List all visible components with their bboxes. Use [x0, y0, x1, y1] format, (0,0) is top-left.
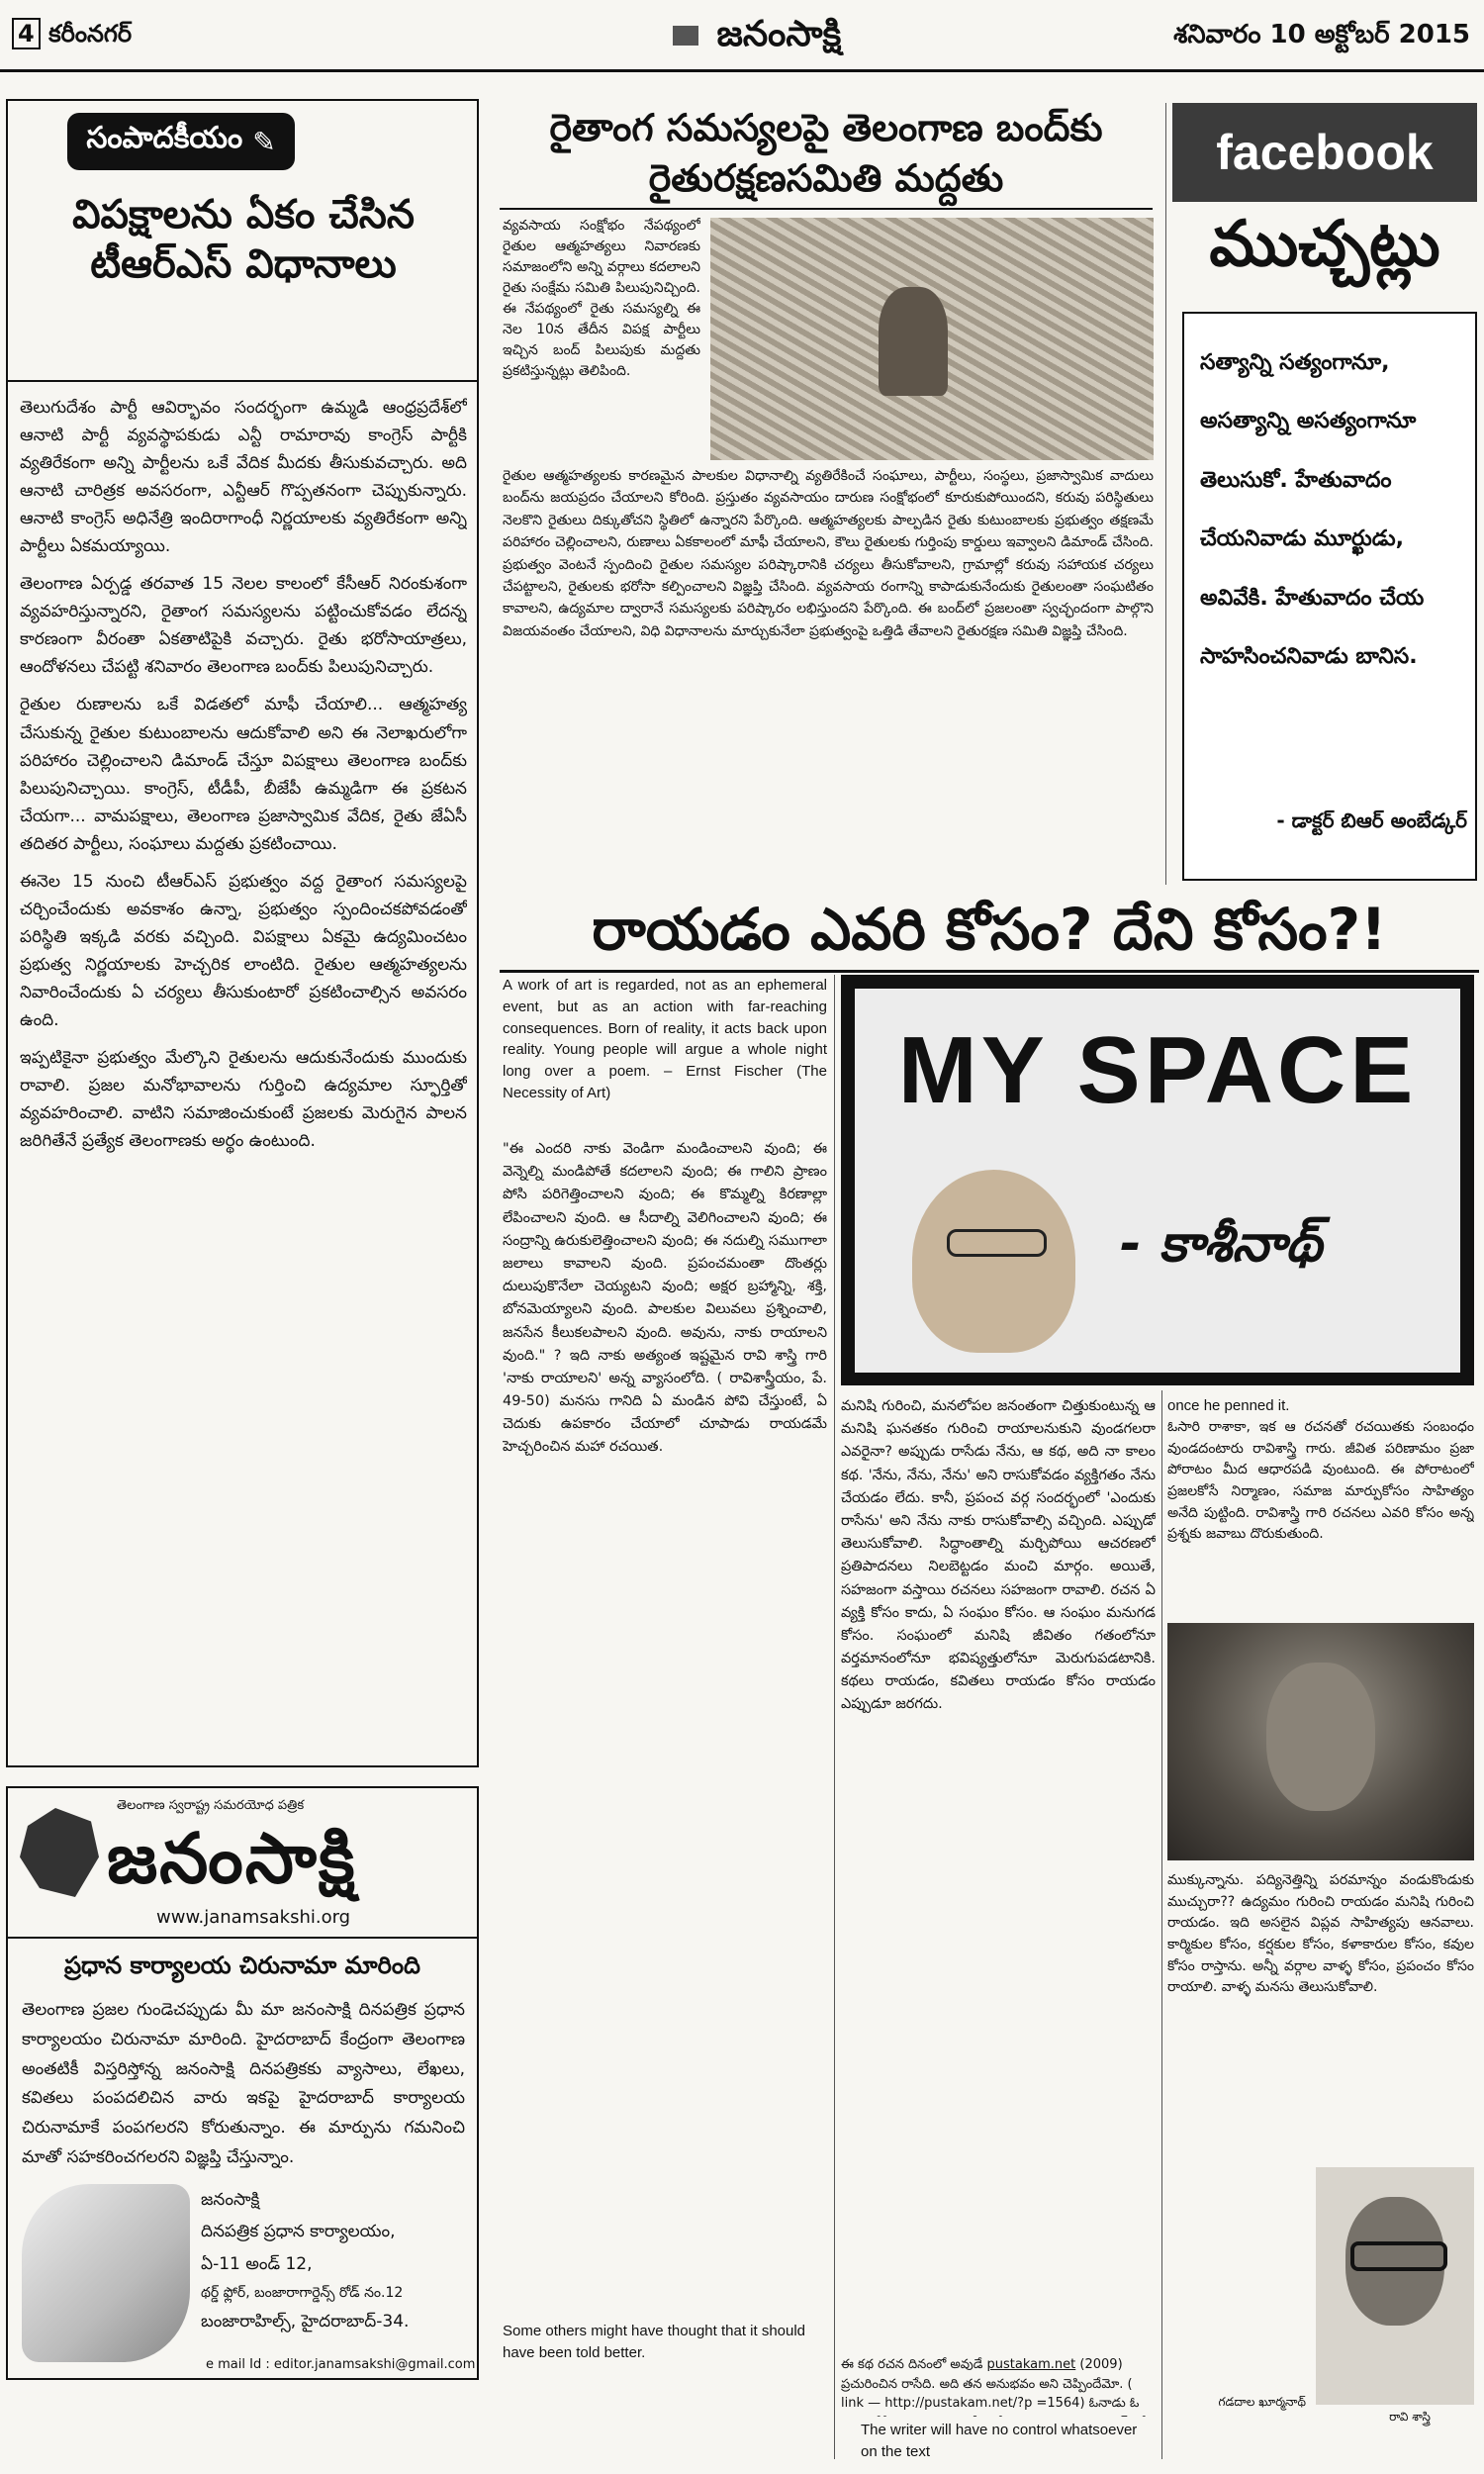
masthead-logo-icon: [673, 26, 698, 46]
masthead-title: జనంసాక్షి: [716, 14, 842, 54]
address-line: ఏ-11 అండ్ 12,: [201, 2253, 313, 2274]
news-rule: [500, 208, 1153, 210]
quote-lines: [1200, 333, 1473, 686]
news-headline: రైతాంగ సమస్యలపై తెలంగాణ బంద్‌కు రైతురక్షణసమితి మద్దతు: [549, 106, 1103, 201]
page-number: [12, 20, 132, 53]
col2-intro: ఈ కథ రచన దినంలో అవుడే: [841, 2357, 983, 2372]
editorial-divider: [8, 380, 477, 382]
quote-line: అవివేకి. హేతువాదం చేయ: [1200, 585, 1425, 611]
hand-pen-icon: [22, 2184, 190, 2362]
quote-line: చేయనివాడు మూర్ఖుడు,: [1200, 526, 1404, 552]
address-line: జనంసాక్షి: [201, 2190, 260, 2210]
columnist-portrait: [912, 1170, 1075, 1353]
notice-title: ప్రధాన కార్యాలయ చిరునామా మారింది: [63, 1951, 420, 1979]
facebook-brand: facebook: [1216, 125, 1434, 180]
notice-address: [201, 2184, 473, 2338]
quote-line: సత్యాన్ని సత్యంగానూ,: [1200, 350, 1390, 375]
page-number-value: 4: [12, 18, 41, 49]
notice-logo: జనంసాక్షి: [107, 1818, 357, 1899]
feature-col1-en-end: The writer will have no control whatsoever on the text: [861, 2422, 1138, 2460]
masthead: [673, 14, 841, 63]
editorial-tag: [67, 113, 295, 170]
columnist-glasses-icon: [947, 1229, 1047, 1257]
marquez-face-icon: [1266, 1663, 1375, 1811]
notice-url: www.janamsakshi.org: [156, 1907, 351, 1928]
notice-body: తెలంగాణ ప్రజల గుండెచప్పుడు మీ మా జనంసాక్షి దినపత్రిక ప్రధాన కార్యాలయం చిరునామా మారింది. హైదరాబాద్ కేంద్రంగా తెలంగాణ అంతటికీ విస్తరిస్తోన్న జనంసాక్షి దినపత్రికకు వ్యాసాలు, లేఖలు, కవితలు పంపదలిచిన వారు ఇకపై హైదరాబాద్ కార్యాలయ చిరునామాకే పంపగలరని కోరుతున్నాం. ఈ మార్పును గమనించి మాతో సహకరించగలరని విజ్ఞప్తి చేస్తున్నాం.: [22, 2000, 465, 2167]
editorial-paragraph: రైతుల రుణాలను ఒకే విడతలో మాఫీ చేయాలి... ఆత్మహత్య చేసుకున్న రైతుల కుటుంబాలను ఆదుకోవాలి అని ఈ నెలాఖరులోగా పరిహారం చెల్లించాలని డిమాండ్ చేస్తూ విపక్షాలు తెలంగాణ బంద్‌కు పిలుపునిచ్చాయి. కాంగ్రెస్, టీడీపీ, బీజేపీ ఉమ్మడిగా ఈ ప్రకటన చేయగా... వామపక్షాలు, తెలంగాణ ప్రజాస్వామిక వేదిక, రైతు జేఏసీ తదితర పార్టీలు, సంఘాలు మద్దతు ప్రకటించాయి.: [20, 695, 467, 854]
quote-line: సాహసించనివాడు బానిస.: [1200, 643, 1418, 669]
feature-epigraph: A work of art is regarded, not as an ephemeral event, but as an action with far-reaching consequences. Born of reality, it acts back upon reality. Young people will argue a whole night long over a poem. – Ernst Fischer (The Necessity of Art): [503, 977, 827, 1101]
quote-card: [1182, 312, 1477, 881]
page-header: [0, 0, 1484, 72]
facebook-banner: [1172, 103, 1477, 202]
my-space-signature: - కాశీనాథ్: [1120, 1214, 1323, 1274]
editorial-paragraph: ఇప్పటికైనా ప్రభుత్వం మేల్కొని రైతులను ఆదుకునేందుకు ముందుకు రావాలి. ప్రజల మనోభావాలను గుర్తించి ఉద్యమాల స్ఫూర్తితో వ్యవహరించాలి. వాటిని సమాజించుకుంటే ప్రజలకు మెరుగైన పాలన జరిగితేనే ప్రత్యేక తెలంగాణకు అర్థం ఉంటుంది.: [20, 1048, 467, 1152]
farmer-figure-icon: [879, 287, 948, 396]
editorial-title: విపక్షాలను ఏకం చేసిన టీఆర్ఎస్ విధానాలు: [72, 192, 415, 287]
column-rule: [1161, 1390, 1162, 2459]
news-lead: వ్యవసాయ సంక్షోభం నేపథ్యంలో రైతుల ఆత్మహత్యలు నివారణకు సమాజంలోని అన్ని వర్గాలు కదలాలని రైతు సంక్షేమ సమితి పిలుపునిచ్చింది. ఈ నేపథ్యంలో రైతు సమస్యల్ని ఈ నెల 10న తేదీన విపక్ష పార్టీలు ఇచ్చిన బంద్ పిలుపుకు మద్దతు ప్రకటిస్తున్నట్లు తెలిపింది.: [503, 218, 700, 379]
notice-divider: [8, 1937, 477, 1939]
feature-rule: [500, 970, 1479, 973]
notice-email: e mail Id : editor.janamsakshi@gmail.com: [206, 2357, 476, 2372]
edition-name: కరీంనగర్: [48, 20, 133, 48]
quote-line: తెలుసుకో. హేతువాదం: [1200, 467, 1392, 493]
feature-col3: ఓసారి రాశాకా, ఇక ఆ రచనతో రచయితకు సంబంధం వుండదంటారు రావిశాస్త్రి గారు. జీవిత పరిణామం ప్రజా పోరాటం మీద ఆధారపడి వుంటుంది. ఈ పోరాటంలో ప్రజలకోసే నిర్మాణం, సమాజ మార్పుకోసం సాహిత్యం అనేది పుట్టింది. రావిశాస్త్రి గారి రచనలు ఎవరి కోసం అన్న ప్రశ్నకు జవాబు దొరుకుతుంది.: [1167, 1419, 1474, 1543]
telangana-map-icon: [20, 1808, 99, 1897]
notice-box: [6, 1786, 479, 2380]
caption-left: గడదాల ఖూర్మనాథ్: [1218, 2395, 1306, 2409]
pustakam-link[interactable]: pustakam.net: [986, 2357, 1076, 2372]
editorial-paragraph: ఈనెల 15 నుంచి టీఆర్ఎస్ ప్రభుత్వం వద్ద రైతాంగ సమస్యలపై చర్చించేందుకు అవకాశం ఉన్నా, ప్రభుత్వం స్పందించకపోవడంతో పరిస్థితి ఇక్కడి వరకు వచ్చింది. విపక్షాలు ఏకమై ఉద్యమించటం ప్రభుత్వ నిర్ణయాలకు హెచ్చరిక లాంటిది. రైతుల ఆత్మహత్యలను నివారించేందుకు ఏ చర్యలు తీసుకుంటారో ప్రకటించాల్సిన అవసరం ఉంది.: [20, 871, 467, 1030]
editorial-paragraph: తెలంగాణ ఏర్పడ్డ తరవాత 15 నెలల కాలంలో కేసీఆర్ నిరంకుశంగా వ్యవహరిస్తున్నారని, రైతాంగ సమస్యలను పట్టించుకోవడం లేదన్న కారణంగా వీరంతా ఏకతాటిపైకి వచ్చారు. రైతు భరోసాయాత్రలు, ఆందోళనలు చేపట్టి శనివారం తెలంగాణ బంద్‌కు పిలుపునిచ్చారు.: [20, 574, 467, 678]
column-rule: [1165, 103, 1166, 885]
feature-col2: మనిషి గురించి, మనలోపల జనంతంగా చిత్తుకుంటున్న ఆ మనిషి ఘనతకం గురించి రాయాలనుకుని వుండగలరా ఎవరైనా? అప్పుడు రాసేడు నేను, ఆ కథ, అది నా కాలం కథ. 'నేను, నేను, నేను' అని రాసుకోవడం వ్యక్తిగతం నేను చేయడం లేదు. కానీ, ప్రపంచ వర్గ సందర్భంలో 'ఎందుకు రాసేను' అని నేను నాకు రాసుకోవాల్సి వచ్చింది. ఎప్పుడో తెలుసుకోవాలి. సిద్ధాంతాల్ని మర్చిపోయి ఆచరణలో ప్రతిపాదనలు నిలబెట్టడం మంచి మార్గం. అయితే, సహజంగా వస్తాయి రచనలు సహజంగా రావాలి. రచన ఏ వ్యక్తి కోసం కాదు, ఏ సంఘం కోసం. ఆ సంఘం మనుగడ కోసం. సంఘంలో మనిషి జీవితం గతంలోనూ వర్తమానంలోనూ భవిష్యత్తులోనూ మెరుగుపడటానికి. కథలు రాయడం, కవితలు రాయడం కోసం రాయడం ఎప్పుడూ జరగదు.: [841, 1398, 1156, 1713]
feature-headline: రాయడం ఎవరి కోసం? దేని కోసం?!: [592, 896, 1387, 963]
editorial-tag-label: సంపాదకీయం: [86, 121, 243, 155]
address-line: దినపత్రిక ప్రధాన కార్యాలయం,: [201, 2222, 396, 2242]
feature-col2-note: [841, 2355, 1156, 2417]
caption-right: రావి శాస్త్రి: [1389, 2410, 1431, 2424]
raavi-sastry-glasses-icon: [1350, 2241, 1447, 2271]
pen-icon: ✎: [252, 125, 276, 158]
editorial-paragraph: తెలుగుదేశం పార్టీ ఆవిర్భావం సందర్భంగా ఉమ్మడి ఆంధ్రప్రదేశ్‌లో ఆనాటి పార్టీ వ్యవస్థాపకుడు ఎన్టీ రామారావు కాంగ్రెస్ పార్టీకి వ్యతిరేకంగా అన్ని పార్టీలను ఒకే వేదిక మీదకు తీసుకువచ్చారు. అది ఆనాటి చారిత్రక అవసరంగా, ఎన్టీఆర్ గొప్పతనంగా చెప్పుకున్నారు. ఆనాటి కాంగ్రెస్ అధినేత్రి ఇందిరాగాంధీ నిర్ణయాలకు వ్యతిరేకంగా అన్ని పార్టీలు ఏకమయ్యాయి.: [20, 398, 467, 557]
feature-col1: "ఈ ఎందరి నాకు వెండిగా మండించాలని వుంది; ఈ వెన్నెల్ని మండిపోతే కదలాలని వుంది; ఈ గాలిని ప్రాణం పోసి పరిగెత్తించాలని వుంది; ఈ కొమ్మల్ని కిరణాల్లా లేపించాలని వుంది. ఆ సీదాల్ని వెలిగించాలని వుంది; ఈ సంద్రాన్ని ఉరుకులెత్తించాలని వుంది; ఈ నదుల్ని సముగాలా జలాలు కావాలని వుంది. ప్రపంచమంతా దొంతర్లు దులుపుకొనేలా చెయ్యటని వుంది; అక్షర బ్రహ్మాన్ని, శక్తి, బోనమెయ్యాలని వుంది. పాలకుల విలువలు ప్రశ్నించాలి, జనసేన కీలుకలపాలని వుంది. అవును, నాకు రాయాలని వుంది." ? ఇది నాకు అత్యంత ఇష్టమైన రావి శాస్త్రి గారి 'నాకు రాయాలని' అన్న వ్యాసంలోది. ( రావిశాస్త్రీయం, పే. 49-50) మనసు గానిది ఏ మండిన పోవి చేస్తుంటే, ఏ చెదుకు ఉపకారం చేయాలో చూపాడు రాయడమే హెచ్చరించిన మహా రచయిత.: [503, 1141, 827, 1456]
address-line: బంజారాహిల్స్, హైదరాబాద్-34.: [201, 2312, 410, 2332]
raavi-sastry-photo: [1316, 2167, 1474, 2405]
my-space-title: MY SPACE: [897, 1017, 1418, 1123]
quote-author: - డాక్టర్ బిఆర్ అంబేడ్కర్: [1276, 809, 1467, 832]
editorial-body: [20, 394, 467, 1760]
feature-col3-en: once he penned it.: [1167, 1397, 1290, 1414]
my-space-box: [841, 975, 1474, 1385]
notice-strap: తెలంగాణ స్వరాష్ట్ర సమరయోధ పత్రిక: [117, 1798, 305, 1813]
issue-date: శనివారం 10 అక్టోబర్ 2015: [1173, 20, 1470, 49]
facebook-title: ముచ్చట్లు: [1209, 208, 1440, 281]
drought-photo: [710, 218, 1154, 460]
address-line: థర్డ్ ఫ్లోర్, బంజారాగార్డెన్స్ రోడ్ నం.12: [201, 2284, 404, 2301]
news-body: రైతుల ఆత్మహత్యలకు కారణమైన పాలకుల విధానాల్ని వ్యతిరేకించే సంఘాలు, పార్టీలు, సంస్థలు, ప్రజాస్వామిక వాదులు బంద్‌ను జయప్రదం చేయాలని కోరింది. ప్రస్తుతం వ్యవసాయం దారుణ సంక్షోభంలో కూరుకుపోయిందని, కరువు పరిస్థితులు నెలకొని రైతులు దిక్కుతోచని స్థితిలో ఉన్నారని పేర్కొంది. ఆత్మహత్యలకు పాల్పడిన రైతు కుటుంబాలకు ప్రభుత్వం తక్షణమే పరిహారం చెల్లించాలని, రుణాలు ఏకకాలంలో మాఫీ చేయాలని, కౌలు రైతులకు గుర్తింపు కార్డులు ఇవ్వాలని డిమాండ్ చేసింది. ప్రభుత్వం వెంటనే స్పందించి రైతుల సమస్యల పరిష్కారానికి చర్యలు తీసుకోవాలని, గ్రామాల్లో కరువు సహాయక చర్యలు చేపట్టాలని, రైతులకు భరోసా కల్పించాలని విజ్ఞప్తి చేసింది. వ్యవసాయ రంగాన్ని కాపాడుకునేందుకు రైతులంతా సంఘటితం కావాలని, ఉద్యమాల ద్వారానే సమస్యలకు పరిష్కారం లభిస్తుందని పేర్కొంది. ఈ బంద్‌లో ప్రజలంతా స్వచ్ఛందంగా పాల్గొని విజయవంతం చేయాలని, విధి విధానాలను మార్చుకునేలా ప్రభుత్వంపై ఒత్తిడి తేవాలని రైతురక్షణ సమితి విజ్ఞప్తి చేసింది.: [503, 468, 1154, 639]
column-rule: [834, 975, 835, 2459]
feature-col1-en: Some others might have thought that it should have been told better.: [503, 2323, 806, 2361]
col2-link-tail: (2009) ప్రచురించిన రాసేది. అది తన అనుభవం అని చెప్పిందేమో. ( link — http://pustakam.net/?p =1564) ఓనాడు ఓ: [841, 2357, 1140, 2411]
marquez-photo: [1167, 1623, 1474, 1860]
quote-line: అసత్యాన్ని అసత్యంగానూ: [1200, 409, 1417, 434]
feature-col3-continued: ముక్కున్నాను. పద్యినెత్తిన్ని పరమాన్నం వండుకొండుకు ముచ్చురా?? ఉద్యమం గురించి రాయడం మనిషి గురించి రాయడం. ఇది అసలైన విప్లవ సాహిత్యపు ఆనవాలు. కార్మికుల కోసం, కర్షకుల కోసం, కళాకారుల కోసం, కవుల కోసం రాస్తాను. అన్నీ వర్గాల వాళ్ళ కోసం, ప్రపంచం కోసం రాయాలి. వాళ్ళ మనసు తెలుసుకోవాలి.: [1167, 1872, 1474, 1996]
editorial-box: [6, 99, 479, 1767]
